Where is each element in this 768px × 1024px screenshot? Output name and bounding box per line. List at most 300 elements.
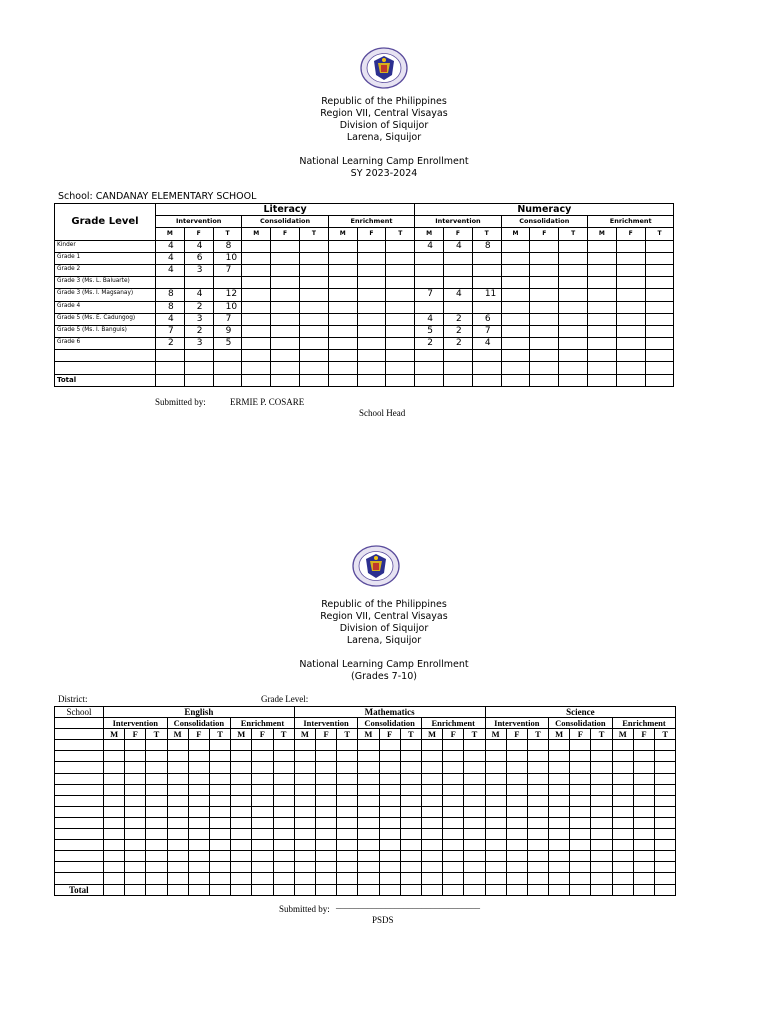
empty-cell	[358, 795, 379, 806]
empty-cell	[527, 884, 548, 895]
empty-cell	[358, 862, 379, 873]
empty-cell	[588, 240, 617, 252]
empty-cell	[328, 252, 357, 264]
empty-cell	[358, 829, 379, 840]
empty-cell	[549, 840, 570, 851]
empty-cell	[485, 873, 506, 884]
empty-cell	[271, 362, 300, 374]
empty-cell	[443, 840, 464, 851]
empty-cell	[188, 829, 209, 840]
empty-cell	[271, 252, 300, 264]
mft-header-f: F	[379, 729, 400, 740]
grade-level-cell: Grade 6	[55, 338, 156, 350]
empty-cell	[530, 362, 559, 374]
empty-cell	[294, 884, 315, 895]
empty-cell	[386, 362, 415, 374]
empty-cell	[386, 350, 415, 362]
empty-cell	[570, 873, 591, 884]
division-line: Division of Siquijor	[339, 623, 429, 634]
empty-cell	[527, 806, 548, 817]
empty-cell	[294, 773, 315, 784]
empty-cell	[104, 884, 125, 895]
republic-line: Republic of the Philippines	[321, 599, 447, 610]
empty-cell	[506, 873, 527, 884]
mft-header-m: M	[421, 729, 442, 740]
empty-cell	[400, 884, 421, 895]
empty-cell	[443, 806, 464, 817]
empty-cell	[337, 740, 358, 751]
empty-cell	[379, 784, 400, 795]
empty-cell	[506, 762, 527, 773]
empty-cell	[527, 829, 548, 840]
empty-cell	[386, 374, 415, 386]
empty-cell	[464, 829, 485, 840]
empty-cell	[655, 851, 676, 862]
empty-cell	[506, 829, 527, 840]
numeracy-intervention-cell: 5	[415, 325, 444, 337]
empty-cell	[315, 806, 336, 817]
empty-cell	[209, 740, 230, 751]
empty-cell	[559, 374, 588, 386]
empty-cell	[386, 277, 415, 289]
empty-cell	[570, 751, 591, 762]
numeracy-intervention-cell	[472, 350, 501, 362]
empty-cell	[299, 240, 328, 252]
empty-cell	[55, 740, 104, 751]
empty-cell	[242, 301, 271, 313]
empty-cell	[400, 751, 421, 762]
empty-cell	[379, 762, 400, 773]
empty-cell	[591, 829, 612, 840]
empty-cell	[421, 873, 442, 884]
empty-cell	[400, 762, 421, 773]
empty-cell	[485, 784, 506, 795]
empty-cell	[337, 817, 358, 828]
empty-cell	[209, 784, 230, 795]
empty-cell	[645, 240, 674, 252]
empty-cell	[299, 362, 328, 374]
empty-cell	[421, 762, 442, 773]
table-row	[55, 350, 674, 362]
empty-cell	[464, 773, 485, 784]
empty-cell	[337, 840, 358, 851]
empty-cell	[645, 289, 674, 301]
empty-cell	[485, 762, 506, 773]
empty-cell	[530, 264, 559, 276]
literacy-intervention-cell: 7	[213, 313, 242, 325]
literacy-intervention-cell: 2	[156, 338, 185, 350]
empty-cell	[559, 338, 588, 350]
empty-cell	[315, 817, 336, 828]
empty-cell	[645, 252, 674, 264]
empty-cell	[231, 829, 252, 840]
empty-cell	[337, 873, 358, 884]
empty-cell	[527, 817, 548, 828]
mft-header-m: M	[104, 729, 125, 740]
empty-cell	[559, 350, 588, 362]
empty-cell	[328, 240, 357, 252]
table-row	[55, 817, 676, 828]
empty-cell	[379, 751, 400, 762]
empty-cell	[125, 762, 146, 773]
literacy-intervention-cell	[213, 277, 242, 289]
mft-header-t: T	[299, 228, 328, 240]
empty-cell	[271, 277, 300, 289]
subgroup-header-intervention: Intervention	[104, 718, 168, 729]
empty-cell	[104, 817, 125, 828]
empty-cell	[616, 240, 645, 252]
empty-cell	[588, 374, 617, 386]
empty-cell	[485, 884, 506, 895]
empty-cell	[501, 338, 530, 350]
empty-cell	[570, 740, 591, 751]
grade-level-header: Grade Level	[55, 204, 156, 241]
empty-cell	[358, 740, 379, 751]
table-row	[55, 338, 674, 350]
table-row	[55, 289, 674, 301]
empty-cell	[252, 840, 273, 851]
table-row	[55, 829, 676, 840]
empty-cell	[633, 784, 654, 795]
empty-cell	[549, 862, 570, 873]
literacy-intervention-cell	[156, 362, 185, 374]
empty-cell	[294, 862, 315, 873]
literacy-intervention-cell	[184, 277, 213, 289]
empty-cell	[146, 862, 167, 873]
empty-cell	[358, 773, 379, 784]
empty-cell	[549, 784, 570, 795]
empty-cell	[506, 740, 527, 751]
mft-header-f: F	[530, 228, 559, 240]
submitted-by-role: School Head	[359, 408, 406, 418]
empty-cell	[167, 817, 188, 828]
mft-header-m: M	[358, 729, 379, 740]
empty-cell	[549, 873, 570, 884]
empty-cell	[400, 873, 421, 884]
empty-cell	[146, 840, 167, 851]
literacy-intervention-cell: 3	[184, 313, 213, 325]
empty-cell	[125, 751, 146, 762]
empty-cell	[633, 829, 654, 840]
empty-cell	[273, 762, 294, 773]
empty-cell	[612, 795, 633, 806]
header-row-groups	[55, 707, 676, 718]
empty-cell	[506, 817, 527, 828]
empty-cell	[645, 325, 674, 337]
empty-cell	[294, 740, 315, 751]
empty-cell	[570, 806, 591, 817]
mft-header-f: F	[444, 228, 473, 240]
mft-header-f: F	[616, 228, 645, 240]
grade-level-cell: Grade 5 (Ms. I. Banguis)	[55, 325, 156, 337]
empty-cell	[125, 862, 146, 873]
empty-cell	[273, 862, 294, 873]
empty-cell	[55, 873, 104, 884]
region-line: Region VII, Central Visayas	[320, 108, 448, 119]
empty-cell	[464, 751, 485, 762]
empty-cell	[146, 740, 167, 751]
empty-cell	[231, 873, 252, 884]
empty-cell	[337, 773, 358, 784]
empty-cell	[633, 851, 654, 862]
empty-cell	[315, 829, 336, 840]
empty-cell	[337, 751, 358, 762]
grade-level-cell	[55, 362, 156, 374]
empty-cell	[570, 851, 591, 862]
empty-cell	[655, 795, 676, 806]
empty-cell	[612, 873, 633, 884]
empty-cell	[591, 862, 612, 873]
empty-cell	[527, 762, 548, 773]
empty-cell	[612, 862, 633, 873]
empty-cell	[357, 350, 386, 362]
numeracy-intervention-cell: 4	[472, 338, 501, 350]
literacy-intervention-cell: 8	[213, 240, 242, 252]
empty-cell	[655, 817, 676, 828]
empty-cell	[328, 277, 357, 289]
empty-cell	[655, 884, 676, 895]
empty-cell	[55, 862, 104, 873]
mft-header-m: M	[415, 228, 444, 240]
empty-cell	[655, 784, 676, 795]
header-row-subgroups	[55, 718, 676, 729]
empty-cell	[421, 795, 442, 806]
english-header: English	[104, 707, 295, 718]
empty-cell	[104, 773, 125, 784]
empty-cell	[421, 784, 442, 795]
empty-cell	[357, 338, 386, 350]
empty-cell	[530, 240, 559, 252]
empty-cell	[400, 784, 421, 795]
mft-header-m: M	[167, 729, 188, 740]
mft-header-m: M	[588, 228, 617, 240]
empty-cell	[231, 840, 252, 851]
empty-cell	[379, 884, 400, 895]
empty-cell	[231, 884, 252, 895]
empty-cell	[655, 862, 676, 873]
empty-cell	[242, 313, 271, 325]
grades-subtitle: (Grades 7-10)	[351, 671, 417, 682]
empty-cell	[167, 773, 188, 784]
literacy-intervention-cell	[213, 350, 242, 362]
empty-cell	[358, 840, 379, 851]
empty-cell	[273, 751, 294, 762]
empty-cell	[167, 740, 188, 751]
mft-header-f: F	[125, 729, 146, 740]
empty-cell	[252, 873, 273, 884]
subgroup-header-intervention: Intervention	[485, 718, 549, 729]
literacy-intervention-cell	[156, 350, 185, 362]
empty-cell	[400, 817, 421, 828]
numeracy-intervention-cell	[472, 362, 501, 374]
mft-header-m: M	[294, 729, 315, 740]
table-row	[55, 784, 676, 795]
empty-cell	[570, 817, 591, 828]
empty-cell	[125, 740, 146, 751]
mft-header-t: T	[527, 729, 548, 740]
empty-cell	[167, 862, 188, 873]
empty-cell	[400, 740, 421, 751]
mft-header-t: T	[472, 228, 501, 240]
subgroup-header-intervention: Intervention	[294, 718, 358, 729]
empty-cell	[485, 751, 506, 762]
empty-cell	[231, 751, 252, 762]
empty-cell	[464, 884, 485, 895]
empty-cell	[616, 252, 645, 264]
empty-cell	[633, 873, 654, 884]
table-row	[55, 252, 674, 264]
location-line: Larena, Siquijor	[346, 132, 422, 143]
empty-cell	[591, 762, 612, 773]
empty-cell	[242, 374, 271, 386]
numeracy-intervention-cell	[444, 264, 473, 276]
empty-cell	[357, 289, 386, 301]
empty-cell	[464, 817, 485, 828]
empty-cell	[400, 840, 421, 851]
empty-cell	[242, 277, 271, 289]
empty-cell	[530, 350, 559, 362]
mft-header-t: T	[655, 729, 676, 740]
empty-cell	[485, 773, 506, 784]
empty-cell	[559, 240, 588, 252]
empty-cell	[209, 873, 230, 884]
literacy-intervention-cell: 10	[213, 301, 242, 313]
empty-cell	[501, 374, 530, 386]
literacy-intervention-cell: 7	[213, 264, 242, 276]
empty-cell	[655, 829, 676, 840]
empty-cell	[559, 313, 588, 325]
literacy-intervention-cell	[184, 362, 213, 374]
numeracy-intervention-cell: 4	[444, 289, 473, 301]
empty-cell	[231, 862, 252, 873]
empty-cell	[530, 301, 559, 313]
empty-cell	[530, 338, 559, 350]
empty-cell	[612, 740, 633, 751]
empty-cell	[559, 301, 588, 313]
empty-cell	[506, 862, 527, 873]
literacy-intervention-cell	[156, 277, 185, 289]
empty-cell	[337, 862, 358, 873]
empty-cell	[104, 829, 125, 840]
empty-cell	[633, 817, 654, 828]
empty-cell	[616, 362, 645, 374]
empty-cell	[400, 862, 421, 873]
empty-cell	[125, 829, 146, 840]
numeracy-intervention-cell	[415, 362, 444, 374]
empty-cell	[273, 829, 294, 840]
empty-cell	[337, 851, 358, 862]
empty-cell	[588, 325, 617, 337]
empty-cell	[125, 884, 146, 895]
empty-cell	[464, 851, 485, 862]
mft-header-t: T	[209, 729, 230, 740]
numeracy-intervention-cell: 2	[444, 313, 473, 325]
empty-cell	[612, 784, 633, 795]
empty-cell	[645, 277, 674, 289]
literacy-numeracy-table	[54, 203, 674, 387]
empty-cell	[443, 862, 464, 873]
school-line	[58, 191, 256, 202]
empty-cell	[415, 374, 444, 386]
table-row	[55, 313, 674, 325]
empty-cell	[549, 740, 570, 751]
empty-cell	[146, 784, 167, 795]
empty-cell	[146, 806, 167, 817]
table-row	[55, 873, 676, 884]
empty-cell	[570, 840, 591, 851]
literacy-intervention-cell: 2	[184, 301, 213, 313]
empty-cell	[104, 795, 125, 806]
empty-cell	[146, 773, 167, 784]
empty-cell	[485, 795, 506, 806]
empty-cell	[242, 289, 271, 301]
empty-cell	[506, 784, 527, 795]
empty-cell	[386, 264, 415, 276]
empty-cell	[271, 374, 300, 386]
empty-cell	[104, 806, 125, 817]
empty-cell	[464, 762, 485, 773]
empty-cell	[299, 277, 328, 289]
empty-cell	[55, 817, 104, 828]
table-row	[55, 851, 676, 862]
empty-cell	[357, 264, 386, 276]
empty-cell	[358, 873, 379, 884]
empty-cell	[252, 829, 273, 840]
empty-cell	[527, 740, 548, 751]
empty-cell	[146, 762, 167, 773]
grade-level-cell: Grade 3 (Ms. I. Magsanay)	[55, 289, 156, 301]
numeracy-intervention-cell: 2	[444, 325, 473, 337]
empty-cell	[231, 795, 252, 806]
empty-cell	[501, 301, 530, 313]
submitted-by-role: PSDS	[372, 915, 394, 925]
empty-cell	[242, 350, 271, 362]
empty-cell	[271, 301, 300, 313]
empty-cell	[559, 264, 588, 276]
numeracy-header: Numeracy	[415, 204, 674, 216]
empty-cell	[294, 784, 315, 795]
empty-cell	[146, 851, 167, 862]
document-title: National Learning Camp Enrollment	[299, 659, 469, 670]
empty-cell	[400, 806, 421, 817]
empty-cell	[501, 362, 530, 374]
empty-cell	[506, 773, 527, 784]
empty-cell	[400, 829, 421, 840]
empty-cell	[252, 762, 273, 773]
empty-cell	[588, 350, 617, 362]
empty-cell	[633, 740, 654, 751]
empty-cell	[379, 840, 400, 851]
empty-cell	[645, 362, 674, 374]
empty-cell	[328, 313, 357, 325]
empty-cell	[209, 829, 230, 840]
grade-level-cell: Grade 3 (Ms. L. Baluarte)	[55, 277, 156, 289]
empty-cell	[55, 851, 104, 862]
empty-cell	[559, 289, 588, 301]
empty-cell	[501, 325, 530, 337]
empty-cell	[209, 884, 230, 895]
empty-cell	[104, 840, 125, 851]
empty-cell	[252, 862, 273, 873]
numeracy-intervention-cell	[444, 350, 473, 362]
empty-cell	[55, 784, 104, 795]
empty-cell	[612, 840, 633, 851]
empty-cell	[273, 817, 294, 828]
table-row	[55, 240, 674, 252]
mft-header-t: T	[386, 228, 415, 240]
table-row	[55, 325, 674, 337]
literacy-intervention-cell	[184, 350, 213, 362]
